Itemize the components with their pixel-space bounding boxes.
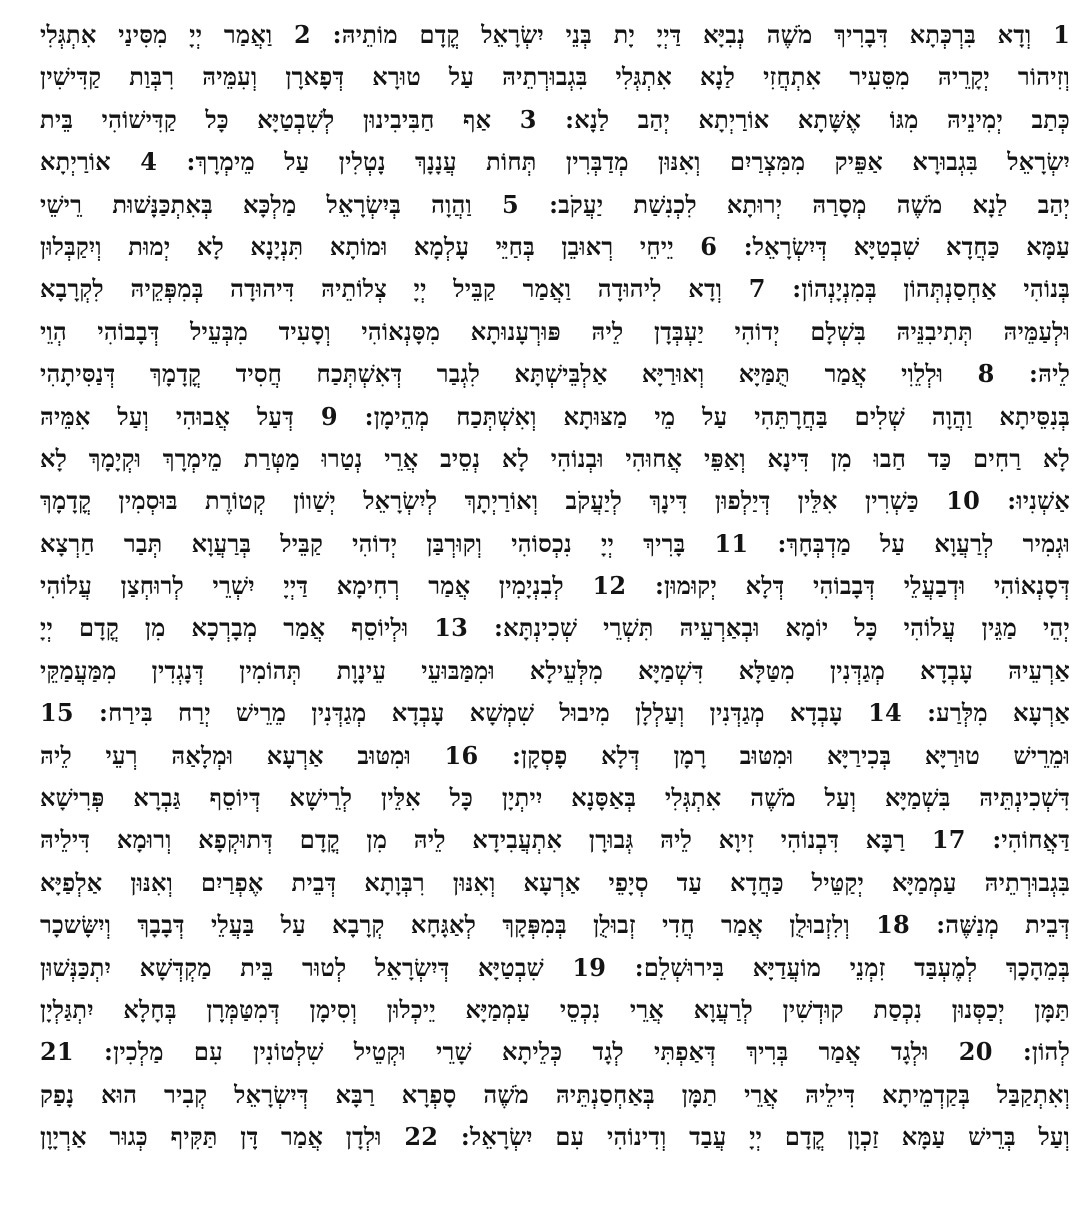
text-line: כְּתַב יְמִינֵיהּ מִגּוֹ אֶשָּׁתָא אוֹרַיְתָא יְהַב לַנָא: 3 אַף חַבִּיבִינוּן לְשִׁבְטַיָּא כָּל קַדִּישׁוֹהִי בֵּית — [40, 104, 1070, 134]
text-line: בְּנוֹהִי אַחְסַנְתְּהוֹן בְּמִנְיָנְהוֹן: 7 וְדָא לִיהוּדָה וַאֲמַר קַבֵּיל יְיָ צְלוֹתֵיהּ דִּיהוּדָה בְּמִפְּקֵיהּ לִקְרָבָא — [40, 274, 1070, 304]
text-line: לֵיהּ: 8 וּלְלֵוִי אֲמַר תֻּמַּיָּא וְאוּרַיָּא אַלְבֵּישְׁתָּא לִגְבַר דְּאִשְׁתְּכַח חֲסִיד קֳדָמָךְ דְּנַסִּיתָהִי — [40, 359, 1070, 389]
text-line: וּגְמִיר לְרַעֲוָא עַל מַדְבְּחָךְ: 11 בָּרִיךְ יְיָ נִכְסוֹהִי וְקוּרְבַּן יְדוֹהִי קַבֵּיל בְּרַעֲוָא תְּבַר חַרְצָא — [40, 528, 1070, 558]
text-line: לָא רַחִים כַּד חַבוּ מִן דִּינָא וְאַפֵּי אֲחוּהִי וּבְנוֹהִי לָא נְסֵיב אֲרֵי נְטַרוּ מַטְּרַת מֵימְרָךְ וּקְיָמָךְ לָא — [40, 443, 1070, 473]
text-line: אַרְעָא מִלְּרַע: 14 עָבְדָא מְגַדְּנִין וְעַלְלָן מִיבוּל שִׁמְשָׁא עָבְדָא מְגַדְּנִין מֵרֵישׁ יְרַח בִּירַח: 15 — [40, 698, 1070, 728]
text-line: וּלְעַמֵּיהּ תְּתִיבִנֵּיהּ בִּשְׁלָם יְדוֹהִי יַעְבְּדָן לֵיהּ פּוּרְעָנוּתָא מִסָּנְאוֹהִי וְסָעִיד מִבְּעֵיל דְּבָבוֹהִי הְוֵי — [40, 316, 1070, 346]
text-line: יִשְׂרָאֵל בִּגְבוּרָא אַפֵּיק מִמִּצְרַיִם וְאִנּוּן מְדַבְּרִין תְּחוֹת עֲנָנָךְ נָטְלִין עַל מֵימְרָךְ: 4 אוֹרַיְתָא — [40, 147, 1070, 177]
text-line: יְהַב לַנָא מֹשֶׁה מְסָרַהּ יְרוּתָא לִכְנִשַׁת יַעֲקֹב: 5 וַהֲוָה בְּיִשְׂרָאֵל מַלְכָּא בְּאִתְכַּנָּשׁוּת רֵישֵׁי — [40, 189, 1070, 219]
text-line: וְזִיהוֹר יְקָרֵיהּ מִסֵּעִיר אִתְחֲזִי לַנָא אִתְגְּלִי בִּגְבוּרְתֵיהּ עַל טוּרָא דְּפָארָן וְעִמֵּיהּ רִבְּוַת קַדִּישִׁין — [40, 62, 1070, 92]
text-line: אַרְעֵיהּ עָבְדָא מְגַדְּנִין מִטַּלָּא דִּשְׁמַיָּא מִלְּעֵילָא וּמִמַּבּוּעֵי עֵינָוָת תְּהוֹמִין דְּנָגְדִין מִמַּעֲמַקֵּי — [40, 655, 1070, 685]
text-line: יְהֵי מַגֵּין עֲלוֹהִי כָּל יוֹמָא וּבְאַרְעֵיהּ תִּשְׁרֵי שְׁכִינְתָּא: 13 וּלְיוֹסֵף אֲמַר מְבָרְכָא מִן קֳדָם יְיָ — [40, 613, 1070, 643]
text-line: עַמָּא כַּחֲדָא שִׁבְטַיָּא דְּיִשְׂרָאֵל: 6 יֵיחֵי רְאוּבֵן בְּחַיֵּי עָלְמָא וּמוֹתָא תִּנְיָנָא לָא יְמוּת וְיִקַבְּלוּן — [40, 231, 1070, 261]
text-line: 1 וְדָא בִּרְכְּתָא דִּבָרִיךְ מֹשֶׁה נְבִיָּא דַּיְיָ יָת בְּנֵי יִשְׂרָאֵל קֳדָם מוֹתֵיהּ: 2 וַאֲמַר יְיָ מִסִּינַי אִתְגְּלִי — [40, 20, 1070, 49]
scanned-text-page — [40, 14, 1070, 1204]
text-line: דְּבֵית מְנַשֶּׁה: 18 וְלִזְבוּלֻן אֲמַר חֲדִי זְבוּלֻן בְּמִפְּקָךְ לְאַגָּחָא קְרָבָא עַל בַּעֲלֵי דְּבָבָךְ וְיִשָּׂשכָר — [40, 910, 1070, 940]
text-line: דְּסָנְאוֹהִי וּדְבַעֲלֵי דְּבָבוֹהִי דְּלָא יְקוּמוּן: 12 לְבִנְיָמִין אֲמַר רְחִימָא דַּיְיָ יִשְׁרֵי לְרוּחְצַן עֲלוֹהִי — [40, 571, 1070, 601]
text-line: אַשְׁנִיוּ: 10 כַּשְׁרִין אִלֵּין דְּיַלְפוּן דִּינָךְ לְיַעֲקֹב וְאוֹרַיְתָךְ לְיִשְׂרָאֵל יְשַׁווֹן קְטוֹרֶת בּוּסְמִין קֳדָמָךְ — [40, 486, 1070, 516]
text-line: לְהוֹן: 20 וּלְגָד אֲמַר בְּרִיךְ דְּאַפְתִּי לְגָד כְּלֵיתָא שָׁרֵי וּקְטֵיל שִׁלְטוֹנִין עִם מַלְכִין: 21 — [40, 1037, 1070, 1067]
text-line: וְעַל בְּרֵישׁ עַמָּא זַכְוָן קֳדָם יְיָ עֲבַד וְדִינוֹהִי עִם יִשְׂרָאֵל: 22 וּלְדָן אֲמַר דָּן תַּקִּיף כְּגוּר אַרְיָוָן — [40, 1122, 1070, 1152]
text-line: בְּנִסֵּיתָא וַהֲוָה שְׁלִים בַּחֲרָתֵּהִי עַל מֵי מַצּוּתָא וְאִשְׁתְּכַח מְהֵימָן: 9 דְּעַל אֲבוּהִי וְעַל אִמֵּיהּ — [40, 401, 1070, 431]
text-line: בִּגְבוּרְתֵיהּ עַמְמַיָּא יְקַטֵּיל כַּחֲדָא עַד סְיָפֵי אַרְעָא וְאִנּוּן רִבְּוָתָא דְּבֵית אֶפְרַיִם וְאִנּוּן אַלְפַיָּא — [40, 867, 1070, 897]
text-line: דַּאֲחוֹהִי: 17 רַבָּא דִּבְנוֹהִי זִיוָא לֵיהּ גְּבוּרָן אִתְעֲבִידָא לֵיהּ מִן קֳדָם דְּתוּקְפָא וְרוּמָא דִּילֵיהּ — [40, 825, 1070, 855]
text-line: וּמֵרֵישׁ טוּרַיָּא בְּכִירַיָּא וּמִטּוּב רָמָן דְּלָא פָסְקָן: 16 וּמִטּוּב אַרְעָא וּמְלָאַהּ רְעֵי לֵיהּ — [40, 740, 1070, 770]
text-line: דִּשְׁכִינְתֵּיהּ בִּשְׁמַיָּא וְעַל מֹשֶׁה אִתְגְּלִי בְּאַסָּנָא יִיתְיָן כָּל אִלֵּין לְרֵישָׁא דְּיוֹסֵף גַּבְרָא פְּרִישָׁא — [40, 783, 1070, 813]
text-line: תַּמָּן יְכַסְּנוּן נִכְסַת קוּדְשִׁין לְרַעֲוָא אֲרֵי נִכְסֵי עַמְמַיָּא יֵיכְלוּן וְסִימָן דְּמִטַּמְּרָן בְּחָלָא יִתְגַּלְיָן — [40, 994, 1070, 1024]
text-line: וְאִתְקַבַּל בְּקַדְמֵיתָא דִּילֵיהּ אֲרֵי תַמָּן בְּאַחְסַנְתֵּיהּ מֹשֶׁה סָפְרָא רַבָּא דְּיִשְׂרָאֵל קְבִיר הוּא נָפַק — [40, 1079, 1070, 1109]
text-line: בְּמֵהָכָךְ לְמֶעְבַּד זִמְנֵי מוֹעֲדַיָּא בִּירוּשְׁלֵם: 19 שִׁבְטַיָּא דְּיִשְׂרָאֵל לְטוּר בֵּית מַקְדְּשָׁא יִתְכַּנְּשׁוּן — [40, 952, 1070, 982]
